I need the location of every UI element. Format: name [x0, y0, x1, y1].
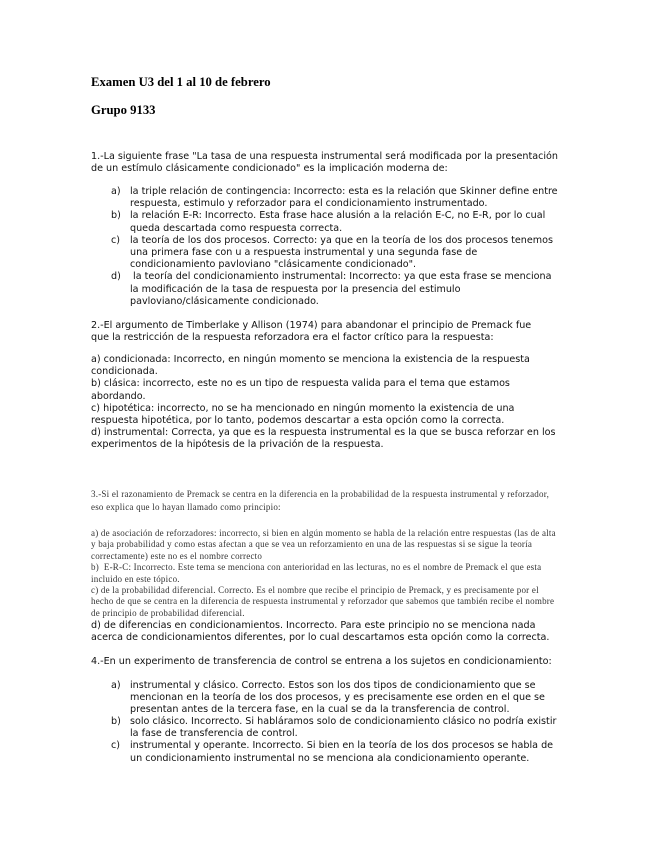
text-line: respuesta, estimulo y reforzador para el condicionamiento instrumentado.	[130, 198, 488, 210]
question-1-stem	[91, 151, 651, 175]
question-3-option-d	[91, 620, 651, 644]
text-line: solo clásico. Incorrecto. Si habláramos solo de condicionamiento clásico no podría existir	[130, 716, 557, 728]
question-3-stem	[91, 488, 651, 513]
text-line: la relación E-R: Incorrecto. Esta frase hace alusión a la relación E-C, no E-R, por lo cual	[130, 210, 546, 222]
option-marker: c)	[111, 740, 121, 752]
question-2-options	[91, 354, 651, 452]
question-4-option-b	[91, 716, 651, 740]
group-label: Grupo 9133	[91, 103, 156, 117]
text-line: d) de diferencias en condicionamientos. Incorrecto. Para este principio no se menciona nada	[91, 620, 536, 631]
option-marker: d)	[111, 271, 121, 283]
option-marker: a)	[111, 680, 121, 691]
text-line: 4.-En un experimento de transferencia de control se entrena a los sujetos en condicionamiento:	[91, 656, 552, 667]
option-marker: c)	[111, 234, 121, 246]
text-line: instrumental y clásico. Correcto. Estos son los dos tipos de condicionamiento que se	[130, 680, 536, 691]
question-3-option-a	[91, 528, 651, 562]
question-3-option-c	[91, 585, 651, 619]
text-line: correctamente) este no es el nombre correcto	[91, 550, 263, 561]
text-line: abordando.	[91, 390, 146, 402]
text-line: experimentos de la hipótesis de la privación de la respuesta.	[91, 439, 384, 451]
text-line: de principio de probabilidad diferencial.	[91, 607, 245, 618]
text-line: b) clásica: incorrecto, este no es un tipo de respuesta valida para el tema que estamos	[91, 378, 510, 390]
text-line: eso explica que lo hayan llamado como principio:	[91, 501, 281, 512]
text-line: de un estímulo clásicamente condicionado" es la implicación moderna de:	[91, 163, 448, 175]
text-line: pavloviano/clásicamente condicionado.	[130, 295, 319, 307]
text-line: la teoría de los dos procesos. Correcto: ya que en la teoría de los dos procesos tenemos	[130, 234, 554, 246]
text-line: a) de asociación de reforzadores: incorrecto, si bien en algún momento se habla de la relación entre respuestas (las de alta	[91, 528, 556, 538]
text-line: incluido en este tópico.	[91, 573, 180, 584]
question-3-options	[91, 528, 651, 619]
question-1-option-d	[91, 271, 651, 308]
question-1-options	[91, 186, 651, 308]
text-line: c) de la probabilidad diferencial. Correcto. Es el nombre que recibe el principio de Premack, y es precisamente por el	[91, 585, 539, 596]
option-marker: a)	[111, 186, 121, 197]
text-line: 3.-Si el razonamiento de Premack se centra en la diferencia en la probabilidad de la respuesta instrumental y reforzador,	[91, 489, 550, 499]
question-4-option-a	[91, 680, 651, 716]
question-1-option-a	[91, 186, 651, 210]
option-marker: b)	[111, 210, 121, 222]
text-line: 2.-El argumento de Timberlake y Allison (1974) para abandonar el principio de Premack fue	[91, 320, 532, 331]
text-line: condicionamiento pavloviano "clásicamente condicionado".	[130, 259, 417, 271]
question-2-option-d	[91, 427, 651, 451]
text-line: c) hipotética: incorrecto, no se ha mencionado en ningún momento la existencia de una	[91, 402, 515, 414]
text-line: hecho de que se centra en la diferencia de respuesta instrumental y reforzador que sabemos que también recibe el nombre	[91, 596, 555, 607]
question-2-option-b	[91, 378, 651, 402]
text-line: b) E-R-C: Incorrecto. Este tema se menciona con anterioridad en las lecturas, no es el nombre de Premack el que esta	[91, 562, 542, 573]
page-title: Examen U3 del 1 al 10 de febrero	[91, 75, 271, 89]
question-4-stem	[91, 656, 651, 668]
text-line: la triple relación de contingencia: Incorrecto: esta es la relación que Skinner define entre	[130, 186, 558, 197]
question-4-options	[91, 680, 651, 765]
question-1-option-c	[91, 235, 651, 272]
text-line: la modificación de la tasa de respuesta por la presencia del estimulo	[130, 283, 461, 295]
text-line: la fase de transferencia de control.	[130, 728, 298, 740]
text-line: condicionada.	[91, 366, 158, 378]
text-line: a) condicionada: Incorrecto, en ningún momento se menciona la existencia de la respuesta	[91, 354, 530, 365]
text-line: la teoría del condicionamiento instrumental: Incorrecto: ya que esta frase se menciona	[130, 271, 552, 283]
question-2-option-c	[91, 403, 651, 427]
text-line: queda descartada como respuesta correcta.	[130, 222, 343, 234]
question-1-option-b	[91, 210, 651, 234]
text-line: acerca de condicionamientos diferentes, por lo cual descartamos esta opción como la correcta.	[91, 632, 550, 644]
text-line: d) instrumental: Correcta, ya que es la respuesta instrumental es la que se busca reforzar en los	[91, 427, 556, 439]
text-line: y baja probabilidad y como estas afectan a que se vea un reforzamiento en una de las respuestas si se sigue la teoría	[91, 539, 533, 550]
text-line: una primera fase con u a respuesta instrumental y una segunda fase de	[130, 247, 478, 259]
question-4-option-c	[91, 740, 651, 764]
option-marker: b)	[111, 716, 121, 728]
question-2-option-a	[91, 354, 651, 378]
text-line: presentan antes de la tercera fase, en la cual se da la transferencia de control.	[130, 704, 510, 716]
text-line: 1.-La siguiente frase "La tasa de una respuesta instrumental será modificada por la presentación	[91, 151, 558, 162]
question-2-stem	[91, 320, 651, 344]
text-line: que la restricción de la respuesta reforzadora era el factor crítico para la respuesta:	[91, 332, 494, 344]
text-line: mencionan en la teoría de los dos procesos, y es precisamente ese orden en el que se	[130, 692, 545, 704]
text-line: respuesta hipotética, por lo tanto, podemos descartar a esta opción como la correcta.	[91, 415, 505, 427]
text-line: un condicionamiento instrumental no se menciona ala condicionamiento operante.	[130, 752, 530, 764]
text-line: instrumental y operante. Incorrecto. Si bien en la teoría de los dos procesos se habla de	[130, 740, 554, 752]
question-3-option-b	[91, 562, 651, 585]
